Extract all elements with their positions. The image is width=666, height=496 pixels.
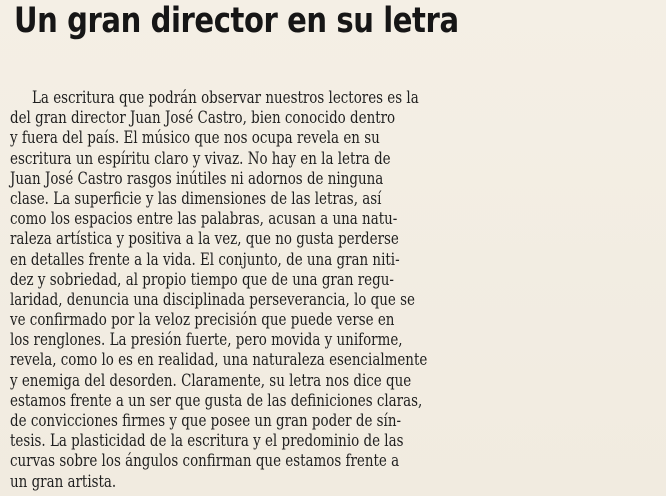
article-line: de convicciones firmes y que posee un gran poder de sín-: [10, 411, 402, 431]
article-title: Un gran director en su letra: [14, 1, 459, 41]
article-line: un gran artista.: [10, 471, 117, 492]
article-line: estamos frente a un ser que gusta de las definiciones claras,: [10, 390, 423, 411]
article-line: Juan José Castro rasgos inútiles ni adornos de ninguna: [10, 168, 384, 189]
article-line: y enemiga del desorden. Claramente, su letra nos dice que: [10, 370, 412, 391]
article-line: ve confirmado por la veloz precisión que puede verse en: [10, 310, 395, 331]
article-line: revela, como lo es en realidad, una naturaleza esencialmente: [10, 350, 428, 371]
article-line: dez y sobriedad, al propio tiempo que de una gran regu-: [10, 269, 394, 290]
article-line: como los espacios entre las palabras, acusan a una natu-: [10, 209, 398, 230]
article-line: curvas sobre los ángulos confirman que estamos frente a: [10, 451, 400, 472]
article-line: escritura un espíritu claro y vivaz. No hay en la letra de: [10, 148, 391, 169]
article-line: del gran director Juan José Castro, bien conocido dentro: [10, 108, 396, 129]
article-line: clase. La superficie y las dimensiones de las letras, así: [10, 188, 382, 209]
article-line: los renglones. La presión fuerte, pero movida y uniforme,: [10, 330, 403, 351]
article-line: La escritura que podrán observar nuestros lectores es la: [32, 88, 419, 108]
article-line: tesis. La plasticidad de la escritura y el predominio de las: [10, 431, 404, 452]
article-line: raleza artística y positiva a la vez, que no gusta perderse: [10, 229, 399, 250]
article-body: [10, 88, 656, 492]
article-line: laridad, denuncia una disciplinada perseverancia, lo que se: [10, 289, 415, 310]
article-line: en detalles frente a la vida. El conjunto, de una gran niti-: [10, 249, 400, 270]
article-line: y fuera del país. El músico que nos ocupa revela en su: [10, 128, 380, 149]
